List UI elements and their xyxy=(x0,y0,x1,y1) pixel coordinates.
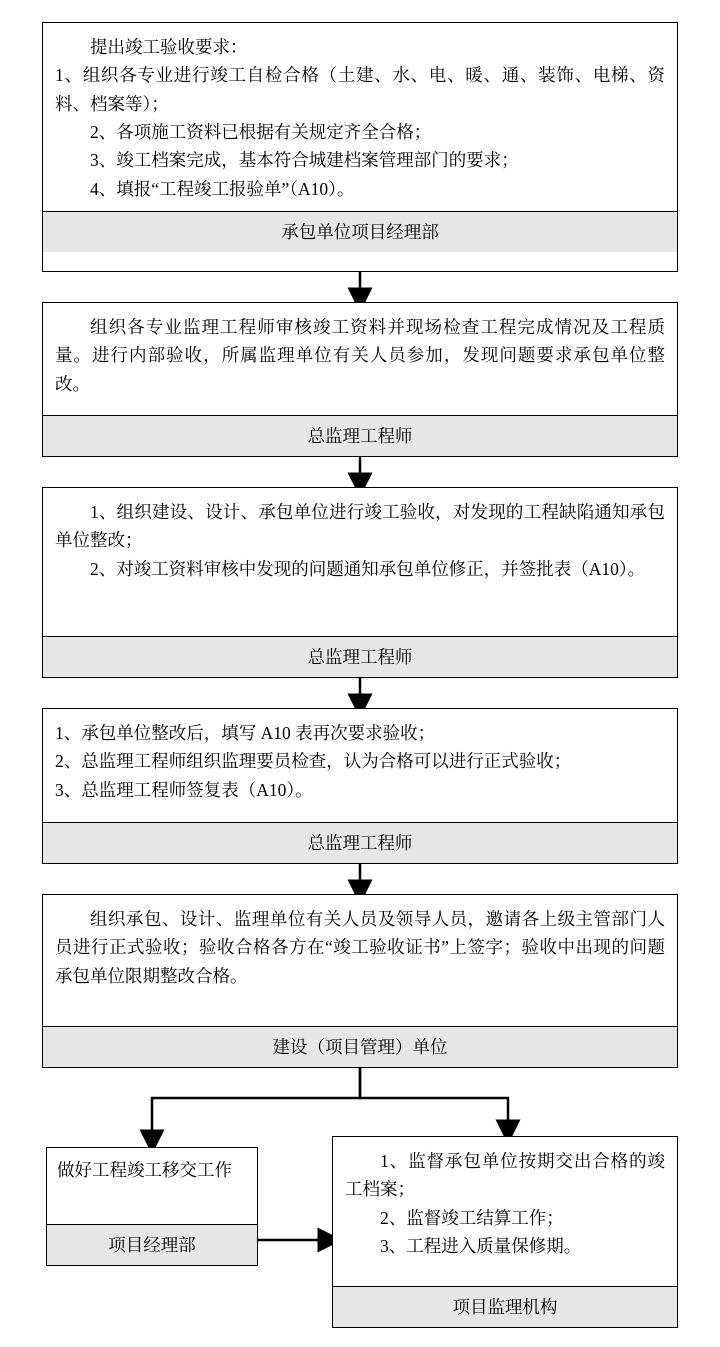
flow-node-7[interactable] xyxy=(332,1136,678,1328)
flow-node-6-body xyxy=(47,1148,257,1190)
flow-node-1-line-1: 1、组织各专业进行竣工自检合格（土建、水、电、暖、通、装饰、电梯、资料、档案等）； xyxy=(55,65,665,114)
flow-node-4-line-1: 2、总监理工程师组织监理要员检查，认为合格可以进行正式验收； xyxy=(55,751,572,772)
flow-node-3-body xyxy=(43,488,677,591)
flow-node-7-role: 项目监理机构 xyxy=(333,1286,677,1327)
flow-node-6-role: 项目经理部 xyxy=(47,1224,257,1265)
flow-node-1-line-3: 3、竣工档案完成，基本符合城建档案管理部门的要求； xyxy=(90,150,519,171)
flow-node-6-line-0: 做好工程竣工移交工作 xyxy=(57,1160,232,1180)
flow-node-4-line-0: 1、承包单位整改后，填写 A10 表再次要求验收； xyxy=(55,723,436,743)
flow-node-1[interactable] xyxy=(42,22,678,272)
flow-node-2[interactable] xyxy=(42,302,678,457)
flow-node-3-role: 总监理工程师 xyxy=(43,636,677,677)
flow-node-4-body xyxy=(43,709,677,812)
flow-node-1-body xyxy=(43,23,677,211)
flow-node-1-line-4: 4、填报“工程竣工报验单”（A10）。 xyxy=(90,178,355,199)
flow-node-3[interactable] xyxy=(42,487,678,678)
flow-node-5-role: 建设（项目管理）单位 xyxy=(43,1026,677,1067)
flow-node-2-line-0: 组织各专业监理工程师审核竣工资料并现场检查工程完成情况及工程质量。进行内部验收，所属监理单位有关人员参加，发现问题要求承包单位整改。 xyxy=(55,317,665,394)
flow-node-4-role: 总监理工程师 xyxy=(43,822,677,863)
flow-node-2-role: 总监理工程师 xyxy=(43,415,677,456)
flow-node-4-line-2: 3、总监理工程师签复表（A10）。 xyxy=(55,779,313,800)
flow-node-5[interactable] xyxy=(42,894,678,1068)
flow-node-1-line-0: 提出竣工验收要求： xyxy=(90,37,248,57)
flow-node-5-line-0: 组织承包、设计、监理单位有关人员及领导人员，邀请各上级主管部门人员进行正式验收；验收合格各方在“竣工验收证书”上签字；验收中出现的问题承包单位限期整改合格。 xyxy=(55,909,665,986)
flow-node-6[interactable] xyxy=(46,1147,258,1266)
flow-node-4[interactable] xyxy=(42,708,678,864)
flow-node-7-line-1: 2、监督竣工结算工作； xyxy=(380,1207,564,1228)
flow-node-1-line-2: 2、各项施工资料已根据有关规定齐全合格； xyxy=(90,122,432,143)
flow-node-3-line-0: 1、组织建设、设计、承包单位进行竣工验收，对发现的工程缺陷通知承包单位整改； xyxy=(55,502,665,551)
flow-node-7-body xyxy=(333,1137,677,1268)
flow-node-3-line-1: 2、对竣工资料审核中发现的问题通知承包单位修正，并签批表（A10）。 xyxy=(90,558,646,579)
flow-node-7-line-0: 1、监督承包单位按期交出合格的竣工档案； xyxy=(345,1151,665,1200)
flow-node-5-body xyxy=(43,895,677,998)
flow-node-7-line-2: 3、工程进入质量保修期。 xyxy=(380,1236,582,1257)
flow-node-1-role: 承包单位项目经理部 xyxy=(43,211,677,252)
flow-node-2-body xyxy=(43,303,677,406)
